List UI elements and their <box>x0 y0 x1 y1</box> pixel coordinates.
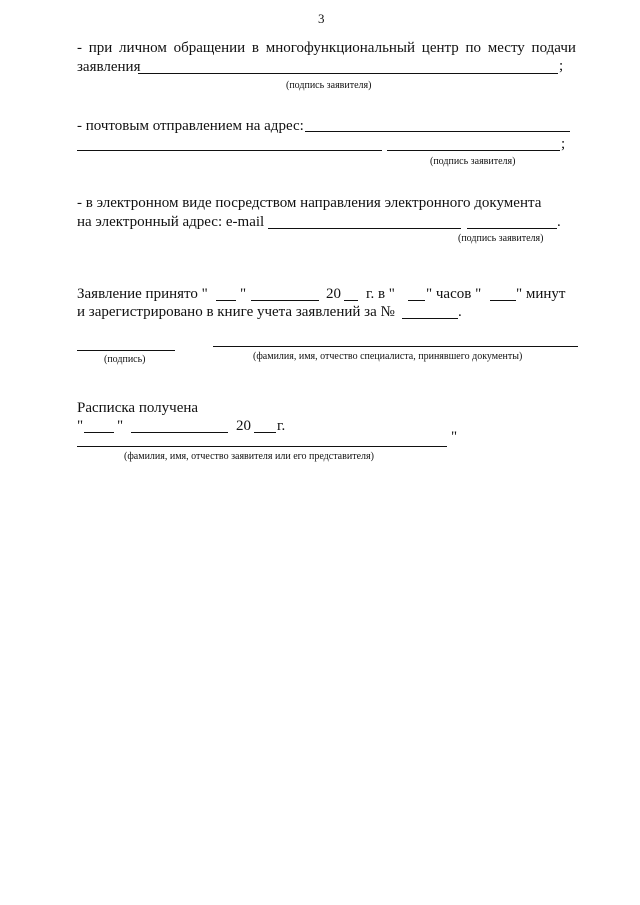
accepted-minutes-line <box>490 300 516 301</box>
specialist-name-line <box>213 346 578 347</box>
accepted-text-1: Заявление принято " <box>77 286 208 302</box>
mfc-line2: заявления <box>77 59 141 75</box>
post-signature-line <box>387 150 560 151</box>
accepted-day-line <box>216 300 236 301</box>
accepted-text-2: " <box>240 286 247 302</box>
registration-number-line <box>402 318 458 319</box>
accepted-end: . <box>458 304 462 320</box>
accepted-year-prefix: 20 <box>326 286 341 302</box>
accepted-text-5: " часов " <box>426 286 482 302</box>
specialist-caption: (фамилия, имя, отчество специалиста, принявшего документы) <box>253 351 523 362</box>
accepted-month-line <box>251 300 319 301</box>
receipt-month-line <box>131 432 228 433</box>
accepted-signature-caption: (подпись) <box>104 354 146 365</box>
post-line1: - почтовым отправлением на адрес: <box>77 118 304 134</box>
receipt-quote-close: " <box>117 418 124 434</box>
mfc-line1: - при личном обращении в многофункциональный центр по месту подачи <box>77 40 576 56</box>
post-end: ; <box>561 136 566 152</box>
receipt-year-prefix: 20 <box>236 418 251 434</box>
receipt-title: Расписка получена <box>77 400 199 416</box>
receipt-year-line <box>254 432 276 433</box>
receipt-day-line <box>84 432 114 433</box>
post-caption: (подпись заявителя) <box>430 156 516 167</box>
post-address-line <box>305 131 570 132</box>
receipt-caption: (фамилия, имя, отчество заявителя или его представителя) <box>124 451 374 462</box>
receipt-quote-end: " <box>451 429 458 445</box>
electronic-end: . <box>557 214 561 230</box>
receipt-year-suffix: г. <box>277 418 286 434</box>
mfc-caption: (подпись заявителя) <box>286 80 372 91</box>
accepted-line2: и зарегистрировано в книге учета заявлений за № <box>77 304 395 320</box>
receipt-quote-open: " <box>77 418 84 434</box>
mfc-signature-line <box>138 73 558 74</box>
email-line <box>268 228 461 229</box>
accepted-hours-line <box>408 300 425 301</box>
page-number: 3 <box>318 11 325 26</box>
mfc-end: ; <box>559 58 564 74</box>
accepted-text-4: г. в " <box>366 286 395 302</box>
accepted-signature-line <box>77 350 175 351</box>
electronic-line2: на электронный адрес: e-mail <box>77 214 265 230</box>
accepted-text-6: " минут <box>516 286 566 302</box>
electronic-line1: - в электронном виде посредством направления электронного документа <box>77 195 542 211</box>
electronic-signature-line <box>467 228 557 229</box>
post-address-line-2 <box>77 150 382 151</box>
accepted-year-line <box>344 300 358 301</box>
electronic-caption: (подпись заявителя) <box>458 233 544 244</box>
receipt-name-line <box>77 446 447 447</box>
